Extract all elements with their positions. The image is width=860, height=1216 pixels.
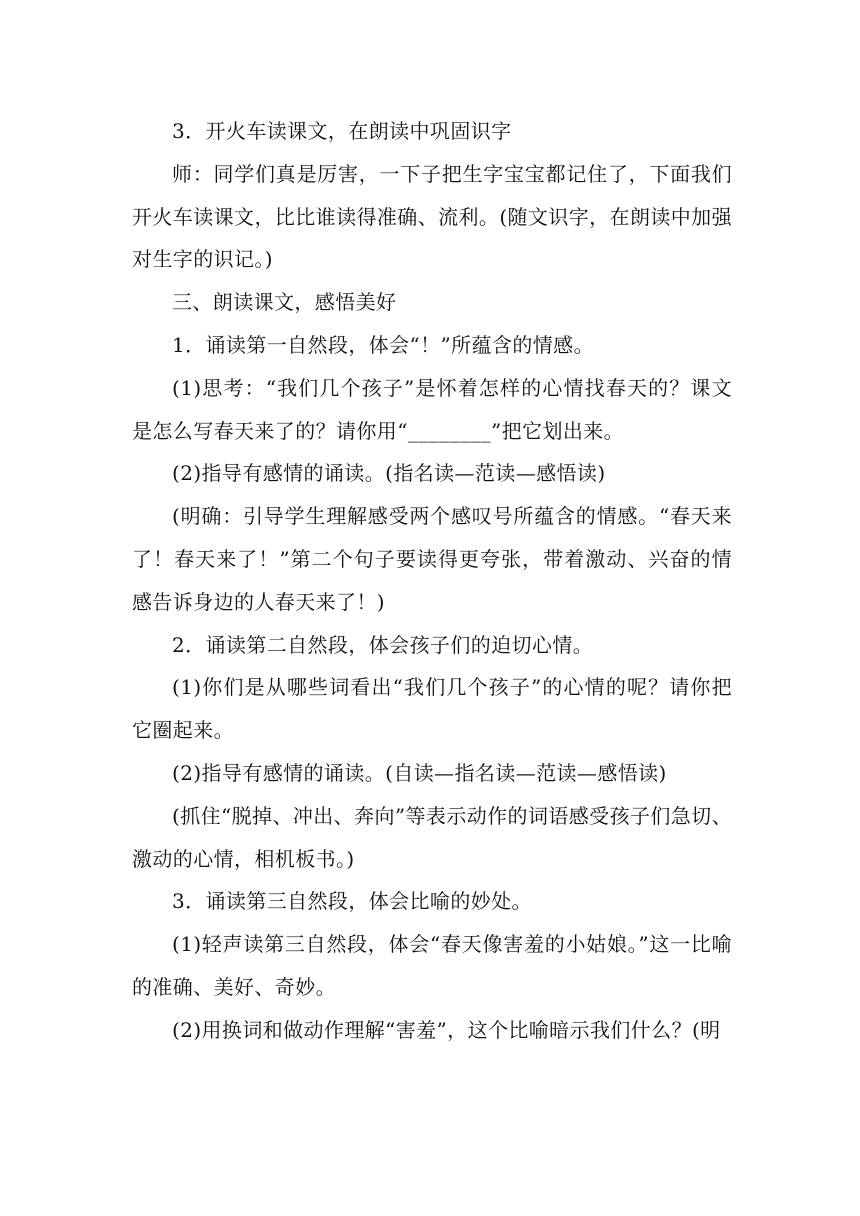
guided-reading-paragraph-two: (2)指导有感情的诵读。(自读—指名读—范读—感悟读)	[172, 760, 667, 785]
question-paragraph-three-part-two: (2)用换词和做动作理解“害羞”，这个比喻暗示我们什么？(明	[172, 1017, 721, 1042]
step-heading-paragraph-three: 3．诵读第三自然段，体会比喻的妙处。	[172, 889, 532, 914]
note-paragraph-two: (抓住“脱掉、冲出、奔向”等表示动作的词语感受孩子们急切、激动的心情，相机板书。)	[132, 803, 732, 871]
clarification-paragraph-one: (明确：引导学生理解感受两个感叹号所蕴含的情感。“春天来了！春天来了！”第二个句子要读得更夸张，带着激动、兴奋的情感告诉身边的人春天来了！)	[132, 504, 732, 614]
guided-reading-paragraph-one: (2)指导有感情的诵读。(指名读—范读—感悟读)	[172, 461, 606, 486]
lesson-plan-text	[132, 110, 732, 1052]
step-heading-paragraph-two: 2．诵读第二自然段，体会孩子们的迫切心情。	[172, 632, 594, 657]
question-paragraph-one: (1)思考：“我们几个孩子”是怀着怎样的心情找春天的？课文是怎么写春天来了的？请你用“________”把它划出来。	[132, 375, 732, 443]
step-heading-paragraph-one: 1．诵读第一自然段，体会“！”所蕴含的情感。	[172, 332, 594, 357]
question-paragraph-three-part-one: (1)轻声读第三自然段，体会“春天像害羞的小姑娘。”这一比喻的准确、美好、奇妙。	[132, 932, 732, 999]
section-heading-read-and-feel: 三、朗读课文，感悟美好	[172, 290, 397, 315]
step-heading-train-reading: 3．开火车读课文，在朗读中巩固识字	[172, 119, 512, 143]
question-paragraph-two: (1)你们是从哪些词看出“我们几个孩子”的心情的呢？请你把它圈起来。	[132, 675, 732, 743]
teacher-instruction-paragraph: 师：同学们真是厉害，一下子把生字宝宝都记住了，下面我们开火车读课文，比比谁读得准确、流利。(随文识字，在朗读中加强对生字的识记。)	[132, 161, 732, 272]
